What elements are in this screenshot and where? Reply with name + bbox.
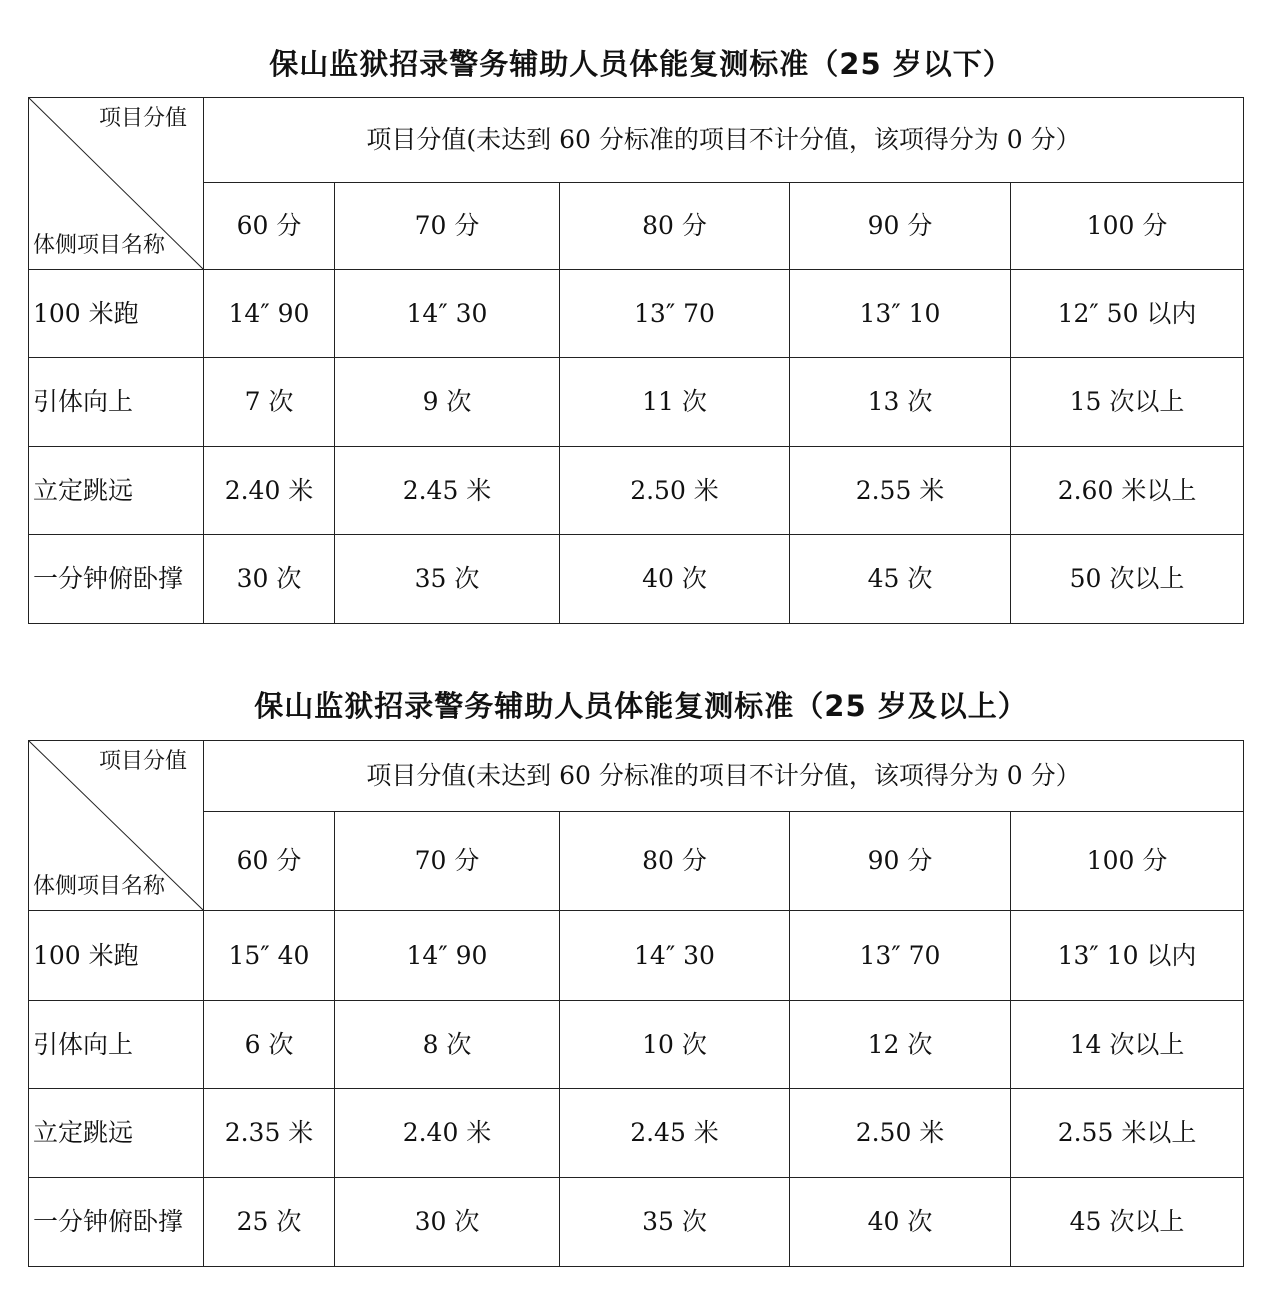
table-title-under-25: 保山监狱招录警务辅助人员体能复测标准（25 岁以下） <box>269 47 1013 81</box>
table-cell: 50 次以上 <box>1011 535 1244 624</box>
table-cell: 2.50 米 <box>560 447 790 535</box>
score-header: 80 分 <box>560 812 790 911</box>
table-row <box>29 1001 1244 1089</box>
table-cell: 2.40 米 <box>335 1089 560 1178</box>
corner-label-item-name: 体侧项目名称 <box>33 873 166 899</box>
score-header: 70 分 <box>335 183 560 270</box>
table-cell: 10 次 <box>560 1001 790 1089</box>
table-cell: 7 次 <box>204 358 335 447</box>
table-row <box>29 911 1244 1001</box>
table-cell: 2.45 米 <box>560 1089 790 1178</box>
table-cell: 45 次 <box>790 535 1011 624</box>
table-cell: 45 次以上 <box>1011 1178 1244 1267</box>
table-cell: 2.40 米 <box>204 447 335 535</box>
table-row <box>29 1178 1244 1267</box>
table-cell: 30 次 <box>335 1178 560 1267</box>
table-row <box>29 535 1244 624</box>
table-cell: 15″ 40 <box>204 911 335 1001</box>
item-name: 一分钟俯卧撑 <box>29 1178 204 1267</box>
table-cell: 35 次 <box>335 535 560 624</box>
table-row <box>29 358 1244 447</box>
table-cell: 2.60 米以上 <box>1011 447 1244 535</box>
corner-label-score: 项目分值 <box>98 749 187 774</box>
table-row <box>29 1089 1244 1178</box>
table-cell: 12″ 50 以内 <box>1011 270 1244 358</box>
header-note: 项目分值(未达到 60 分标准的项目不计分值，该项得分为 0 分） <box>204 741 1244 812</box>
table-cell: 12 次 <box>790 1001 1011 1089</box>
table-cell: 2.55 米以上 <box>1011 1089 1244 1178</box>
item-name: 引体向上 <box>29 1001 204 1089</box>
corner-header-cell <box>29 741 204 911</box>
score-header: 70 分 <box>335 812 560 911</box>
item-name: 立定跳远 <box>29 447 204 535</box>
table-cell: 2.45 米 <box>335 447 560 535</box>
standards-table-25-and-over <box>28 740 1244 1267</box>
table-cell: 13″ 70 <box>790 911 1011 1001</box>
table-cell: 35 次 <box>560 1178 790 1267</box>
score-header: 90 分 <box>790 812 1011 911</box>
table-cell: 2.55 米 <box>790 447 1011 535</box>
score-header: 60 分 <box>204 812 335 911</box>
item-name: 立定跳远 <box>29 1089 204 1178</box>
table-cell: 2.50 米 <box>790 1089 1011 1178</box>
table-row <box>29 270 1244 358</box>
table-cell: 13″ 70 <box>560 270 790 358</box>
item-name: 一分钟俯卧撑 <box>29 535 204 624</box>
score-header: 90 分 <box>790 183 1011 270</box>
item-name: 100 米跑 <box>29 270 204 358</box>
score-header: 60 分 <box>204 183 335 270</box>
table-cell: 14″ 90 <box>335 911 560 1001</box>
table-cell: 14″ 90 <box>204 270 335 358</box>
table-cell: 14 次以上 <box>1011 1001 1244 1089</box>
item-name: 100 米跑 <box>29 911 204 1001</box>
table-cell: 40 次 <box>790 1178 1011 1267</box>
score-header: 100 分 <box>1011 812 1244 911</box>
corner-label-item-name: 体侧项目名称 <box>33 232 166 258</box>
table-title-25-and-over: 保山监狱招录警务辅助人员体能复测标准（25 岁及以上） <box>254 689 1028 723</box>
score-header: 80 分 <box>560 183 790 270</box>
table-cell: 30 次 <box>204 535 335 624</box>
table-cell: 13″ 10 <box>790 270 1011 358</box>
table-cell: 11 次 <box>560 358 790 447</box>
table-cell: 40 次 <box>560 535 790 624</box>
table-cell: 9 次 <box>335 358 560 447</box>
table-cell: 8 次 <box>335 1001 560 1089</box>
corner-header-cell <box>29 98 204 270</box>
table-cell: 6 次 <box>204 1001 335 1089</box>
table-cell: 15 次以上 <box>1011 358 1244 447</box>
standards-table-under-25 <box>28 97 1244 624</box>
table-cell: 13 次 <box>790 358 1011 447</box>
corner-label-score: 项目分值 <box>98 106 187 131</box>
table-cell: 2.35 米 <box>204 1089 335 1178</box>
table-cell: 14″ 30 <box>335 270 560 358</box>
table-cell: 13″ 10 以内 <box>1011 911 1244 1001</box>
table-cell: 25 次 <box>204 1178 335 1267</box>
table-cell: 14″ 30 <box>560 911 790 1001</box>
score-header: 100 分 <box>1011 183 1244 270</box>
header-note: 项目分值(未达到 60 分标准的项目不计分值，该项得分为 0 分） <box>204 98 1244 183</box>
table-row <box>29 447 1244 535</box>
item-name: 引体向上 <box>29 358 204 447</box>
